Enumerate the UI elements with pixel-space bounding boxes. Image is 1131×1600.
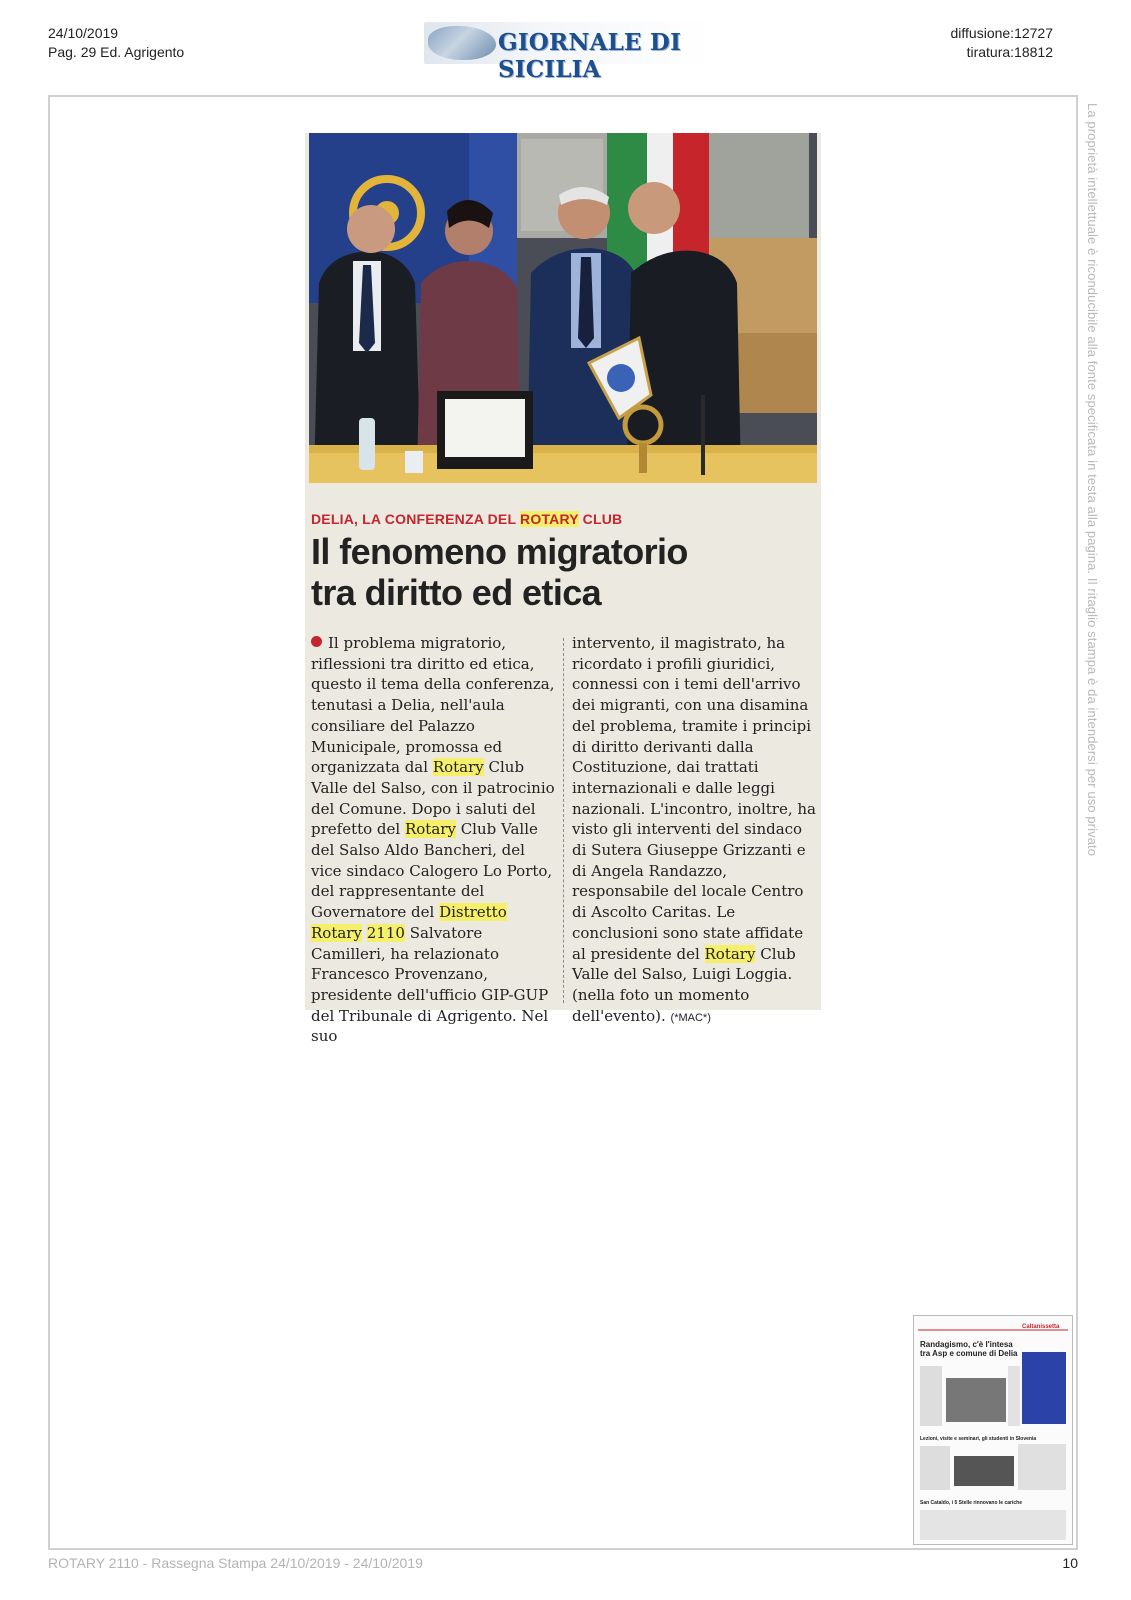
headline-line-1: Il fenomeno migratorio (311, 531, 688, 572)
kicker-highlight: ROTARY (520, 511, 579, 527)
bullet-dot-icon (311, 636, 322, 647)
column-divider (563, 638, 564, 1003)
col1-highlight-2: Rotary (404, 820, 456, 839)
col1-text-2: Club Valle del Salso, con il patrocinio del Comune. Dopo i saluti del prefetto del (311, 758, 555, 839)
thumbnail-headline-2: tra Asp e comune di Delia (920, 1349, 1018, 1358)
masthead-logo (424, 22, 712, 83)
masthead-name: GIORNALE DI SICILIA (498, 29, 682, 83)
date: 24/10/2019 (48, 25, 119, 41)
article-signature: (*MAC*) (670, 1011, 711, 1024)
col2-highlight-1: Rotary (704, 944, 756, 963)
thumbnail-headline-4: San Cataldo, i 5 Stelle rinnovano le cariche (920, 1500, 1022, 1506)
col1-text-4: Salvatore Camilleri, ha relazionato Francesco Provenzano, presidente dell'ufficio GIP-GUP del Tribunale di Agrigento. Nel suo (311, 923, 549, 1046)
article-column-2 (572, 633, 820, 1028)
col1-highlight-3: Distretto (439, 903, 507, 922)
masthead-emblem-icon (428, 26, 496, 60)
print-run: tiratura:18812 (966, 44, 1053, 60)
event-photo-illustration (309, 133, 817, 483)
col2-text-2: Club Valle del Salso, Luigi Loggia. (nella foto un momento dell'evento). (572, 944, 796, 1025)
event-photo (309, 133, 817, 483)
col2-text-1: intervento, il magistrato, ha ricordato i profili giuridici, connessi con i temi dell'arrivo dei migranti, con una disamina del problema, tramite i principi di diritto derivanti dalla Costituzione, dai trattati internazionali e dalle leggi nazionali. L'incontro, inoltre, ha visto gli interventi del sindaco di Sutera Giuseppe Grizzanti e di Angela Randazzo, responsabile del locale Centro di Ascolto Caritas. Le conclusioni sono state affidate al presidente del (572, 634, 816, 963)
article-column-1 (311, 633, 559, 1047)
thumbnail-headline-1: Randagismo, c'è l'intesa (920, 1340, 1013, 1349)
thumbnail-section: Caltanissetta (1022, 1324, 1060, 1330)
header-right (951, 24, 1054, 62)
kicker-text: DELIA, LA CONFERENZA DEL (311, 511, 521, 527)
col1-highlight-4: Rotary (311, 923, 362, 942)
headline-line-2: tra diritto ed etica (311, 572, 602, 613)
thumbnail-headline-3: Lezioni, visite e seminari, gli studenti in Slovenia (920, 1436, 1037, 1442)
thumbnail-illustration (914, 1316, 1072, 1544)
col1-highlight-1: Rotary (432, 758, 484, 777)
kicker-text-end: CLUB (578, 511, 623, 527)
page-edition: Pag. 29 Ed. Agrigento (48, 44, 185, 60)
article-kicker (311, 511, 622, 527)
col1-text-1: Il problema migratorio, riflessioni tra diritto ed etica, questo il tema della conferenza, tenutasi a Delia, nell'aula consiliare del Palazzo Municipale, promossa ed organizzata dal (311, 634, 555, 777)
col1-highlight-5: 2110 (366, 923, 405, 942)
circulation: diffusione:12727 (950, 25, 1053, 41)
article-headline (311, 531, 811, 613)
page-thumbnail (913, 1315, 1073, 1545)
col1-text-3: Club Valle del Salso Aldo Bancheri, del vice sindaco Calogero Lo Porto, del rappresentante del Governatore del (311, 820, 553, 922)
page-number: 10 (1062, 1555, 1078, 1571)
footer-source: ROTARY 2110 - Rassegna Stampa 24/10/2019 - 24/10/2019 (48, 1555, 423, 1571)
copyright-note: La proprietà intellettuale è riconducibile alla fonte specificata in testa alla pagina. Il ritaglio stampa è da intendersi per uso privato (1085, 103, 1100, 857)
article-clipping (305, 133, 821, 1046)
header-left (48, 24, 184, 62)
